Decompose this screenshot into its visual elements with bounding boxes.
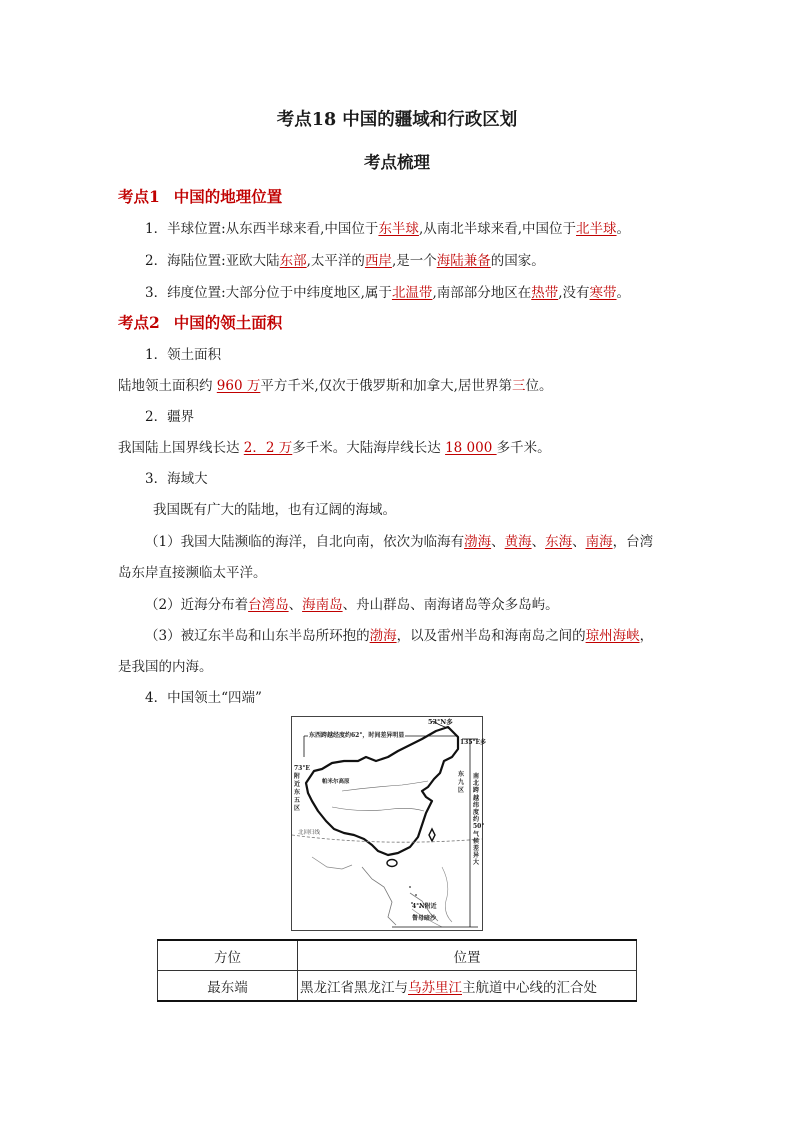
- text: 。: [616, 285, 631, 301]
- text: 平方千米,仅次于俄罗斯和加拿大,居世界第: [260, 378, 512, 394]
- section-2-number: 考点2: [118, 313, 160, 332]
- map-drawing: [292, 717, 485, 930]
- hemisphere-position-line: [145, 217, 630, 237]
- text: （1）我国大陆濒临的海洋，自北向南，依次为临海有: [145, 534, 465, 550]
- answer-wusuli-river: 乌苏里江: [408, 979, 462, 996]
- answer-frigid: 寒带: [589, 285, 617, 301]
- map-label-east-nine-zone: 东九区: [458, 771, 465, 794]
- section-1-title: 中国的地理位置: [173, 187, 283, 206]
- answer-22: 2．2 万: [243, 440, 293, 456]
- text: ,没有: [558, 285, 590, 301]
- answer-east-hemisphere: 东半球: [378, 221, 419, 237]
- map-label-south-lat: 4°N附近: [412, 903, 437, 910]
- map-label-east-west-span: 东西跨越经度约62°，时间差异明显: [309, 732, 405, 739]
- header-location: 位置: [298, 940, 637, 971]
- answer-taiwan-island: 台湾岛: [248, 597, 289, 613]
- answer-third: 三: [511, 378, 526, 394]
- text: ，以及雷州半岛和海南岛之间的: [396, 628, 586, 644]
- text: 2．海陆位置:亚欧大陆: [145, 253, 280, 269]
- answer-east-sea: 东海: [545, 534, 573, 550]
- cell-location: [298, 971, 637, 1002]
- inland-sea-line: [145, 624, 653, 644]
- section-2-heading: [118, 311, 282, 333]
- text: 多千米。: [496, 440, 551, 456]
- answer-north-temperate: 北温带: [391, 285, 433, 301]
- china-extremes-map: [291, 716, 487, 931]
- text: ,是一个: [391, 253, 437, 269]
- text: ,南部部分地区在: [432, 285, 532, 301]
- map-label-tropic: 北回归线: [298, 830, 321, 836]
- text: 、: [531, 534, 546, 550]
- table-header-row: [158, 940, 637, 971]
- text: ,太平洋的: [306, 253, 365, 269]
- map-label-north: 53°N多: [428, 718, 453, 726]
- latitude-position-line: [145, 281, 630, 301]
- answer-north-hemisphere: 北半球: [576, 221, 617, 237]
- answer-18000: 18 000: [445, 440, 497, 456]
- answer-yellow-sea: 黄海: [504, 534, 532, 550]
- text: ,从南北半球来看,中国位于: [418, 221, 577, 237]
- text: （3）被辽东半岛和山东半岛所环抱的: [145, 628, 370, 644]
- answer-land-and-sea: 海陆兼备: [436, 253, 491, 269]
- section-2-title: 中国的领土面积: [173, 313, 283, 332]
- answer-south-sea: 南海: [585, 534, 613, 550]
- text: 1．半球位置:从东西半球来看,中国位于: [145, 221, 379, 237]
- text: 、舟山群岛、南海诸岛等众多岛屿。: [342, 597, 559, 613]
- answer-hainan-island: 海南岛: [302, 597, 343, 613]
- area-paragraph: [118, 374, 552, 394]
- subheading-area: 1．领土面积: [145, 347, 222, 363]
- islands-line: [145, 593, 559, 613]
- text: ，台湾: [612, 534, 654, 550]
- map-label-east: 135°E多: [460, 739, 487, 746]
- sea-intro: 我国既有广大的陆地，也有辽阔的海域。: [153, 502, 396, 518]
- subheading-four-extremes: 4．中国领土“四端”: [145, 690, 262, 706]
- border-paragraph: [118, 436, 551, 456]
- page-title: 考点18 中国的疆域和行政区划: [276, 110, 518, 130]
- section-1-heading: [118, 185, 282, 207]
- text: ，: [639, 628, 654, 644]
- text: 黑龙江省黑龙江与: [300, 979, 408, 996]
- answer-west-coast: 西岸: [364, 253, 392, 269]
- cell-direction: 最东端: [158, 971, 298, 1002]
- map-label-zengmu: 曾母暗沙: [412, 915, 437, 922]
- inland-sea-line-2: 是我国的内海。: [118, 659, 213, 675]
- adjacent-seas-line: [145, 530, 653, 550]
- map-label-pamir: 帕米尔高原: [322, 779, 350, 785]
- text: 我国陆上国界线长达: [118, 440, 244, 456]
- text: 的国家。: [490, 253, 545, 269]
- text: 、: [491, 534, 505, 550]
- table-row: [158, 971, 637, 1002]
- map-label-west: 73°E 附近 东五区: [294, 765, 310, 812]
- answer-east-part: 东部: [279, 253, 307, 269]
- text: 陆地领土面积约: [118, 378, 217, 394]
- answer-tropical: 热带: [531, 285, 559, 301]
- text: 3．纬度位置:大部分位于中纬度地区,属于: [145, 285, 392, 301]
- text: （2）近海分布着: [145, 597, 249, 613]
- text: 、: [572, 534, 586, 550]
- answer-qiongzhou-strait: 琼州海峡: [585, 628, 640, 644]
- text: 主航道中心线的汇合处: [462, 979, 597, 996]
- answer-960: 960 万: [216, 378, 261, 394]
- subheading-sea: 3．海域大: [145, 471, 208, 487]
- text: 、: [288, 597, 303, 613]
- text: 位。: [525, 378, 553, 394]
- subheading-border: 2．疆界: [145, 409, 195, 425]
- land-sea-position-line: [145, 249, 545, 269]
- map-label-north-south-span: 南北跨越纬度约50°气候差异大: [473, 773, 485, 867]
- adjacent-seas-line-2: 岛东岸直接濒临太平洋。: [118, 565, 267, 581]
- page-subtitle: 考点梳理: [364, 153, 430, 172]
- text: 。: [616, 221, 631, 237]
- answer-bohai-inland: 渤海: [369, 628, 397, 644]
- answer-bohai: 渤海: [464, 534, 492, 550]
- section-1-number: 考点1: [118, 187, 160, 206]
- four-extremes-table: [157, 939, 637, 1002]
- header-direction: 方位: [158, 940, 298, 971]
- text: 多千米。大陆海岸线长达: [292, 440, 446, 456]
